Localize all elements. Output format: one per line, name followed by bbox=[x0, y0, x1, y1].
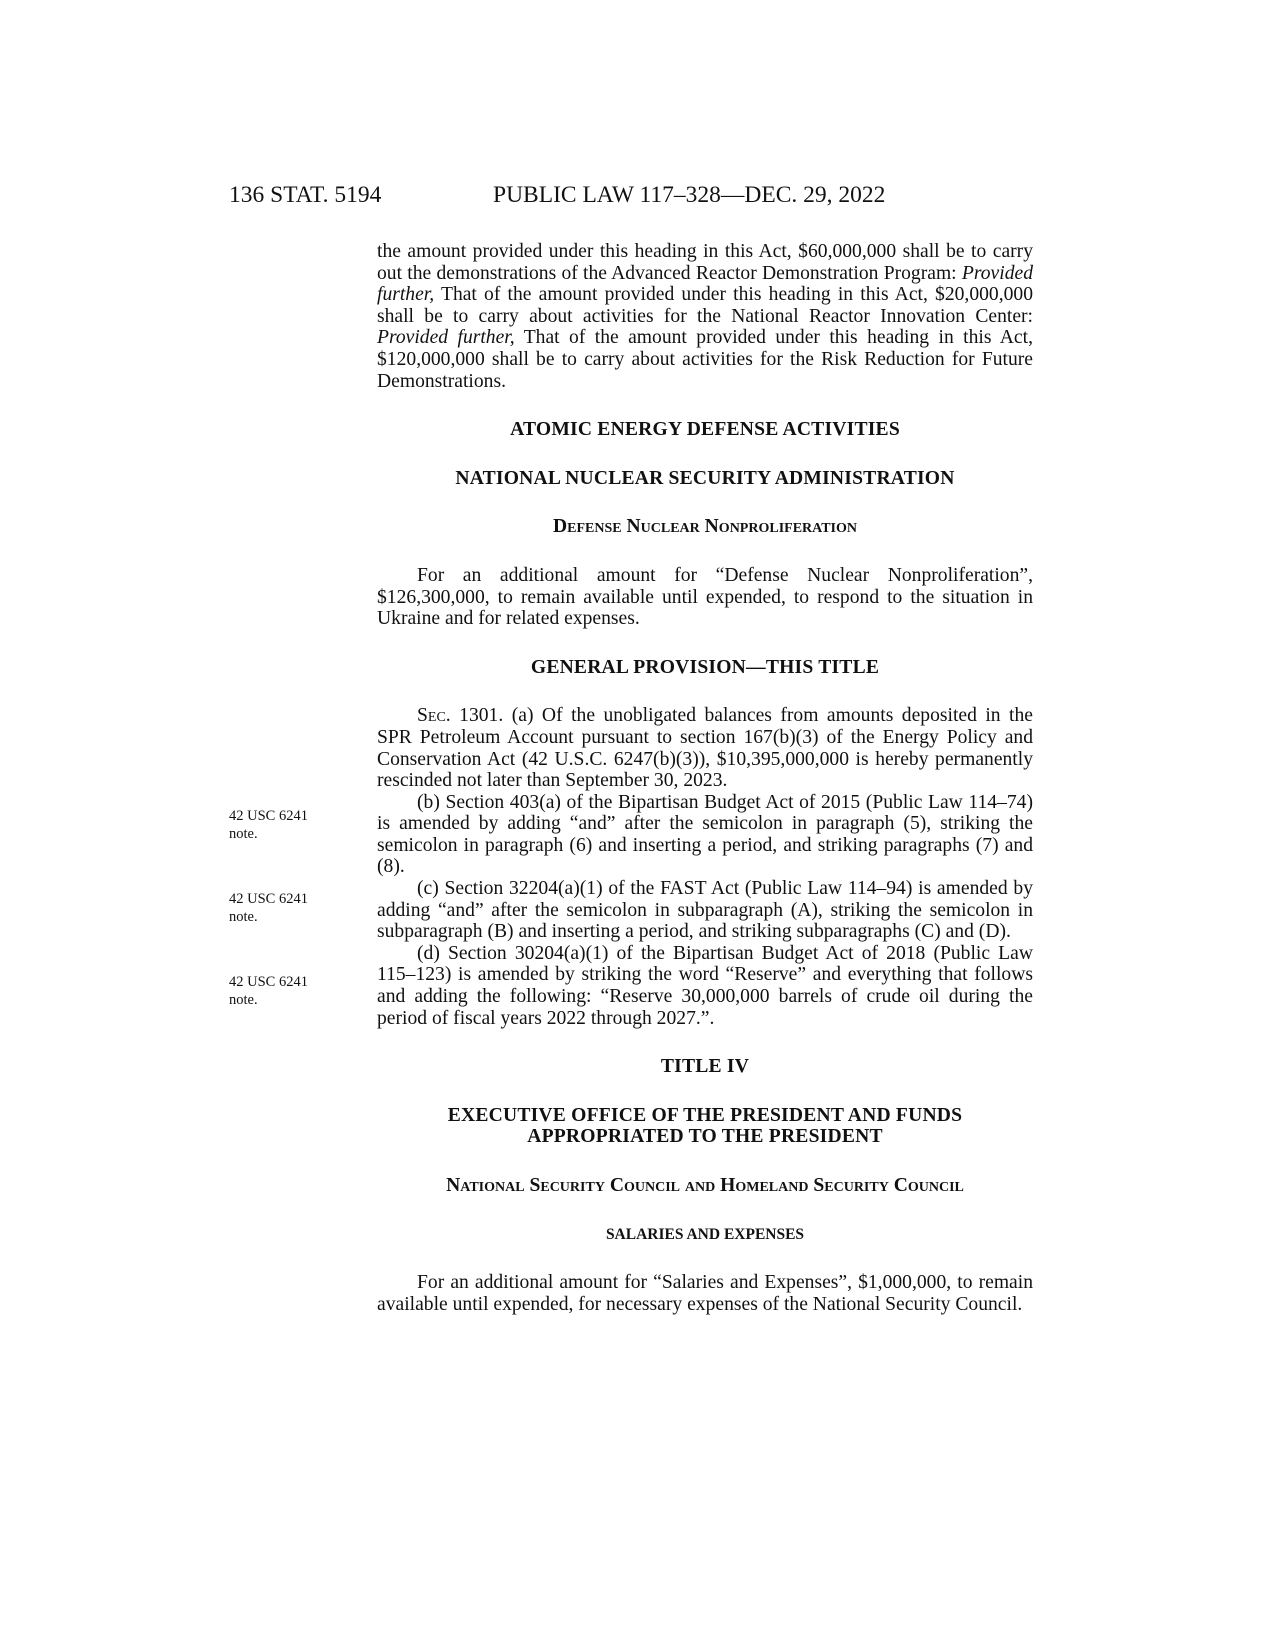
main-text-column bbox=[377, 241, 1033, 1315]
intro-text-3: That of the amount provided under this heading in this Act, $120,000,000 shall be to carry about activities for the Risk Reduction for Future Demonstrations. bbox=[377, 327, 1033, 392]
paragraph-dnn: For an additional amount for “Defense Nuclear Nonproliferation”, $126,300,000, to remain available until expended, to respond to the situation in Ukraine and for related expenses. bbox=[377, 564, 1033, 630]
heading-defense-nuclear-nonproliferation: Defense Nuclear Nonproliferation bbox=[552, 516, 858, 538]
proviso-2: Provided further, bbox=[377, 327, 515, 349]
margin-note-1-cite: 42 USC 6241 bbox=[229, 808, 308, 824]
heading-eop-line-1: EXECUTIVE OFFICE OF THE PRESIDENT AND FUNDS bbox=[447, 1104, 963, 1126]
margin-note-1 bbox=[229, 807, 339, 843]
margin-note-2-note: note. bbox=[229, 909, 258, 925]
sec-label: Sec bbox=[417, 705, 446, 727]
heading-eop-line-2: APPROPRIATED TO THE PRESIDENT bbox=[527, 1126, 883, 1148]
margin-note-3-cite: 42 USC 6241 bbox=[229, 974, 308, 990]
heading-atomic-energy: ATOMIC ENERGY DEFENSE ACTIVITIES bbox=[510, 419, 900, 441]
section-1301-a-text: . 1301. (a) Of the unobligated balances from amounts deposited in the SPR Petroleum Account pursuant to section 167(b)(3) of the Energy Policy and Conservation Act (42 U.S.C. 6247(b)(3)), $10,395,000,000 is hereby permanently rescinded not later than September 30, 2023. bbox=[377, 705, 1033, 792]
heading-nnsa: NATIONAL NUCLEAR SECURITY ADMINISTRATION bbox=[455, 467, 955, 489]
heading-general-provision: GENERAL PROVISION—THIS TITLE bbox=[530, 656, 880, 678]
heading-eop bbox=[377, 1105, 1033, 1148]
margin-note-2-cite: 42 USC 6241 bbox=[229, 891, 308, 907]
intro-text-2: That of the amount provided under this heading in this Act, $20,000,000 shall be to carry about activities for the National Reactor Innovation Center: bbox=[377, 284, 1033, 327]
statute-page-number: 136 STAT. 5194 bbox=[229, 182, 382, 208]
intro-text-1: the amount provided under this heading in this Act, $60,000,000 shall be to carry out the demonstrations of the Advanced Reactor Demonstration Program: bbox=[377, 241, 1033, 284]
margin-note-3-note: note. bbox=[229, 992, 258, 1008]
proviso-1: Provided further, bbox=[377, 262, 1033, 306]
section-1301-a bbox=[377, 705, 1033, 791]
margin-note-1-note: note. bbox=[229, 826, 258, 842]
running-head: PUBLIC LAW 117–328—DEC. 29, 2022 bbox=[493, 182, 886, 208]
margin-note-2 bbox=[229, 890, 339, 926]
heading-title-iv: TITLE IV bbox=[660, 1056, 750, 1078]
paragraph-intro bbox=[377, 241, 1033, 392]
heading-salaries-expenses: SALARIES AND EXPENSES bbox=[605, 1225, 805, 1243]
margin-note-3 bbox=[229, 973, 339, 1009]
section-1301-b: (b) Section 403(a) of the Bipartisan Budget Act of 2015 (Public Law 114–74) is amended by adding “and” after the semicolon in paragraph (5), striking the semicolon in paragraph (6) and inserting a period, and striking paragraphs (7) and (8). bbox=[377, 791, 1033, 878]
section-1301-c: (c) Section 32204(a)(1) of the FAST Act (Public Law 114–94) is amended by adding “and” after the semicolon in subparagraph (A), striking the semicolon in subparagraph (B) and inserting a period, and striking subparagraphs (C) and (D). bbox=[377, 878, 1033, 943]
section-1301-d: (d) Section 30204(a)(1) of the Bipartisan Budget Act of 2018 (Public Law 115–123) is amended by striking the word “Reserve” and everything that follows and adding the following: “Reserve 30,000,000 barrels of crude oil during the period of fiscal years 2022 through 2027.”. bbox=[377, 942, 1033, 1029]
page-header bbox=[229, 182, 1029, 216]
paragraph-salaries: For an additional amount for “Salaries and Expenses”, $1,000,000, to remain available until expended, for necessary expenses of the National Security Council. bbox=[377, 1272, 1033, 1315]
heading-nsc-hsc: National Security Council and Homeland Security Council bbox=[446, 1175, 964, 1196]
